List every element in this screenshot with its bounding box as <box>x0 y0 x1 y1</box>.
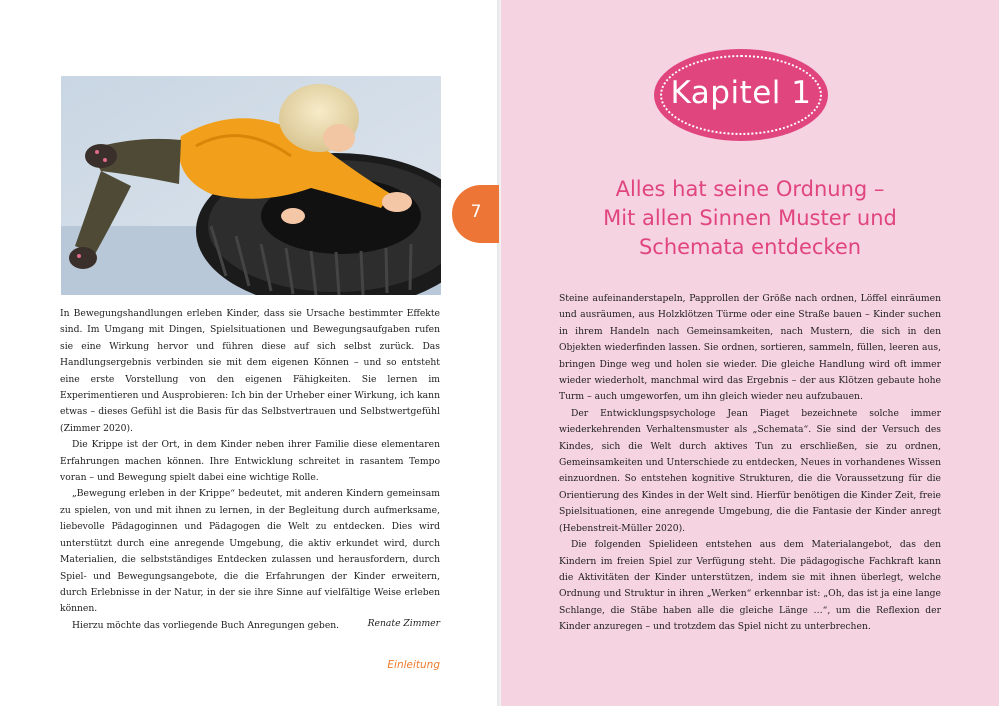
paragraph: „Bewegung erleben in der Krippe“ bedeutet, mit anderen Kindern gemeinsam zu spielen, von und mit ihnen zu lernen, in der Begleitung durch aufmerksame, liebevolle Pädagoginnen und Pädagogen die Welt zu entdecken. Dies wird unterstützt durch eine anregende Umgebung, die aktiv erkundet wird, durch Materialien, die selbstständiges Entdecken zulassen und herausfordern, durch Spiel- und Bewegungsangebote, die die Erfahrungen der Kinder erweitern, durch Erlebnisse in der Natur, in der sie ihre Sinne auf vielfältige Weise erleben können. <box>60 488 440 615</box>
photo-child-on-tyre <box>61 76 441 295</box>
chapter-badge-label: Kapitel 1 <box>670 75 812 111</box>
author-signature: Renate Zimmer <box>367 618 440 629</box>
paragraph: Steine aufeinanderstapeln, Papprollen der Größe nach ordnen, Löffel einräumen und ausräumen, aus Holzklötzen Türme oder eine Straße bauen – Kinder suchen in ihrem Handeln nach Gemeinsamkeiten, nach Mustern, die sich in den Objekten wiederfinden lassen. Sie ordnen, sortieren, sammeln, füllen, leeren aus, bringen Dinge weg und holen sie wieder. Die gleiche Handlung wird oft immer wieder wiederholt, manchmal wird das Ergebnis – der aus Klötzen gebaute hohe Turm – auch umgeworfen, um ihn gleich wieder neu aufzubauen. <box>559 293 941 403</box>
chapter-title-line: Alles hat seine Ordnung – <box>615 177 885 201</box>
chapter-title-line: Schemata entdecken <box>638 235 862 259</box>
introduction-text <box>60 306 440 634</box>
chapter-title <box>561 175 939 262</box>
chapter-intro-text <box>559 291 941 636</box>
paragraph: Die Krippe ist der Ort, in dem Kinder neben ihrer Familie diese elementaren Erfahrungen machen können. Ihre Entwicklung schreitet in rasantem Tempo voran – und Bewegung spielt dabei eine wichtige Rolle. <box>60 439 440 484</box>
paragraph: Die folgenden Spielideen entstehen aus dem Materialangebot, das den Kindern im freien Spiel zur Verfügung steht. Die pädagogische Fachkraft kann die Aktivitäten der Kinder unterstützen, indem sie mit ihnen überlegt, welche Ordnung und Struktur in ihren „Werken“ erkennbar ist: „Oh, das ist ja eine lange Schlange, die Stäbe haben alle die gleiche Länge …“, um die Reflexion der Kinder anzuregen – und trotzdem das Spiel nicht zu unterbrechen. <box>559 539 941 633</box>
paragraph: Hierzu möchte das vorliegende Buch Anregungen geben. <box>72 619 340 631</box>
paragraph: In Bewegungshandlungen erleben Kinder, dass sie Ursache bestimmter Effekte sind. Im Umgang mit Dingen, Spielsituationen und Bewegungsaufgaben rufen sie eine Wirkung hervor und führen diese auf sich selbst zurück. Das Handlungsergebnis verbinden sie mit dem eigenen Können – und so entsteht eine erste Vorstellung von den eigenen Fähigkeiten. Sie lernen im Experimentieren und Ausprobieren: Ich bin der Urheber einer Wirkung, ich kann etwas – dieses Gefühl ist die Basis für das Selbstvertrauen und Selbstwertgefühl (Zimmer 2020). <box>60 308 440 434</box>
paragraph: Der Entwicklungspsychologe Jean Piaget bezeichnete solche immer wiederkehrenden Verhaltensmuster als „Schemata“. Sie sind der Versuch des Kindes, sich die Welt durch aktives Tun zu erschließen, sie zu ordnen, Gemeinsamkeiten und Unterschiede zu entdecken, Neues in vorhandenes Wissen einzuordnen. So entstehen kognitive Strukturen, die die Voraussetzung für die Orientierung des Kindes in der Welt sind. Hierfür benötigen die Kinder Zeit, freie Spielsituationen, eine anregende Umgebung, die die Fantasie der Kinder anregt (Hebenstreit-Müller 2020). <box>559 407 941 534</box>
chapter-title-line: Mit allen Sinnen Muster und <box>603 206 897 230</box>
section-footer-label: Einleitung <box>387 659 440 671</box>
page-number: 7 <box>470 202 482 222</box>
